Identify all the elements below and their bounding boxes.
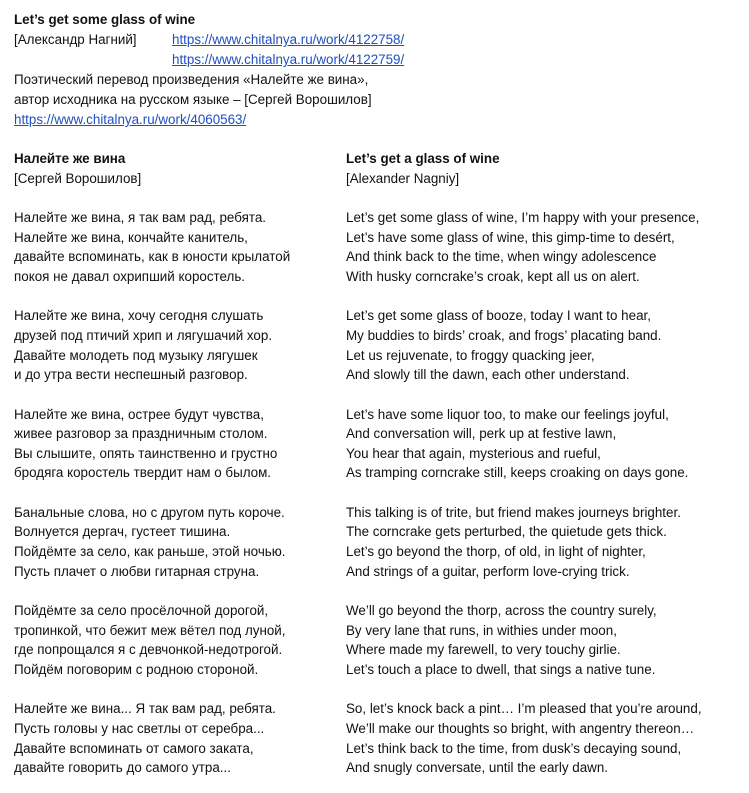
translation-line: And snugly conversate, until the early dawn. (346, 760, 609, 776)
original-poem-line: Пусть плачет о любви гитарная струна. (14, 563, 260, 579)
description-line-1: Поэтический перевод произведения «Налейте же вина», (14, 72, 369, 87)
translation-line: Let’s get some glass of wine, I’m happy with your presence, (346, 210, 700, 225)
original-poem-line: тропинкой, что бежит меж вётел под луной, (14, 622, 286, 638)
link-translation-1[interactable]: https://www.chitalnya.ru/work/4122758/ (172, 32, 405, 47)
original-poem-line: друзей под птичий хрип и лягушачий хор. (14, 327, 273, 343)
translation-line: Let’s think back to the time, from dusk’s decaying sound, (346, 740, 682, 756)
original-poem-line: Налейте же вина, я так вам рад, ребята. (14, 210, 266, 225)
original-poem-line: Давайте вспоминать от самого заката, (14, 740, 254, 756)
translation-line: And slowly till the dawn, each other understand. (346, 367, 630, 383)
original-poem-line: Пусть головы у нас светлы от серебра... (14, 720, 265, 736)
original-poem-line: Вы слышите, опять таинственно и грустно (14, 445, 278, 461)
translation-line: Let’s go beyond the thorp, of old, in light of nighter, (346, 544, 646, 560)
translation-line: This talking is of trite, but friend makes journeys brighter. (346, 504, 681, 520)
translation-line: With husky corncrake’s croak, kept all us on alert. (346, 268, 640, 284)
link-original[interactable]: https://www.chitalnya.ru/work/4060563/ (14, 112, 247, 127)
translation-line: Let us rejuvenate, to froggy quacking jeer, (346, 347, 595, 363)
translation-line: As tramping corncrake still, keeps croaking on days gone. (346, 465, 689, 481)
translation-line: By very lane that runs, in withies under moon, (346, 622, 617, 638)
translation-line: Let’s have some liquor too, to make our feelings joyful, (346, 406, 669, 422)
description-line-2: автор исходника на русском языке – [Сергей Ворошилов] (14, 92, 372, 107)
original-poem-line: покоя не давал охрипший коростель. (14, 268, 246, 284)
original-poem-line: давайте говорить до самого утра... (14, 760, 231, 776)
original-poem-line: Пойдём поговорим с родною стороной. (14, 661, 259, 677)
original-poem-line: Волнуется дергач, густеет тишина. (14, 524, 231, 540)
link-translation-2[interactable]: https://www.chitalnya.ru/work/4122759/ (172, 52, 405, 67)
original-poem-line: Налейте же вина, хочу сегодня слушать (14, 308, 264, 324)
translation-line: So, let’s knock back a pint… I’m pleased that you’re around, (346, 701, 702, 717)
original-poem-line: бродяга коростель твердит нам о былом. (14, 465, 272, 481)
translation-line: And conversation will, perk up at festive lawn, (346, 426, 617, 442)
translation-line: The corncrake gets perturbed, the quietude gets thick. (346, 524, 667, 540)
original-poem-author: [Сергей Ворошилов] (14, 171, 142, 186)
translation-line: Let’s have some glass of wine, this gimp-time to desért, (346, 229, 675, 245)
translation-line: We’ll go beyond the thorp, across the country surely, (346, 603, 657, 618)
translation-line: And think back to the time, when wingy adolescence (346, 249, 657, 265)
original-poem-line: Налейте же вина, острее будут чувства, (14, 406, 264, 422)
original-poem-line: Налейте же вина, кончайте канитель, (14, 229, 248, 245)
translation-line: We’ll make our thoughts so bright, with angentry thereon… (346, 720, 695, 736)
translation-line: Let’s get some glass of booze, today I want to hear, (346, 308, 651, 324)
original-poem-line: давайте вспоминать, как в юности крылатой (14, 249, 291, 265)
original-poem-line: живее разговор за праздничным столом. (14, 426, 268, 442)
original-poem-line: Налейте же вина... Я так вам рад, ребята. (14, 701, 276, 717)
original-poem-line: и до утра вести неспешный разговор. (14, 367, 248, 383)
translator-name: [Александр Нагний] (14, 32, 137, 47)
document-title: Let’s get some glass of wine (14, 12, 196, 27)
translation-line: Let’s touch a place to dwell, that sings a native tune. (346, 661, 656, 677)
translation-line: My buddies to birds’ croak, and frogs’ placating band. (346, 327, 662, 343)
original-poem-line: где попрощался я с девчонкой-недотрогой. (14, 642, 283, 658)
original-poem-title: Налейте же вина (14, 151, 126, 166)
original-poem-line: Банальные слова, но с другом путь короче. (14, 504, 285, 520)
translation-line: Where made my farewell, to very touchy girlie. (346, 642, 621, 658)
translation-author: [Alexander Nagniy] (346, 171, 460, 186)
original-poem-line: Пойдёмте за село, как раньше, этой ночью. (14, 544, 286, 560)
translation-line: You hear that again, mysterious and rueful, (346, 445, 601, 461)
translation-title: Let’s get a glass of wine (346, 151, 500, 166)
translation-line: And strings of a guitar, perform love-crying trick. (346, 563, 630, 579)
original-poem-line: Давайте молодеть под музыку лягушек (14, 347, 258, 363)
original-poem-line: Пойдёмте за село просёлочной дорогой, (14, 603, 269, 618)
